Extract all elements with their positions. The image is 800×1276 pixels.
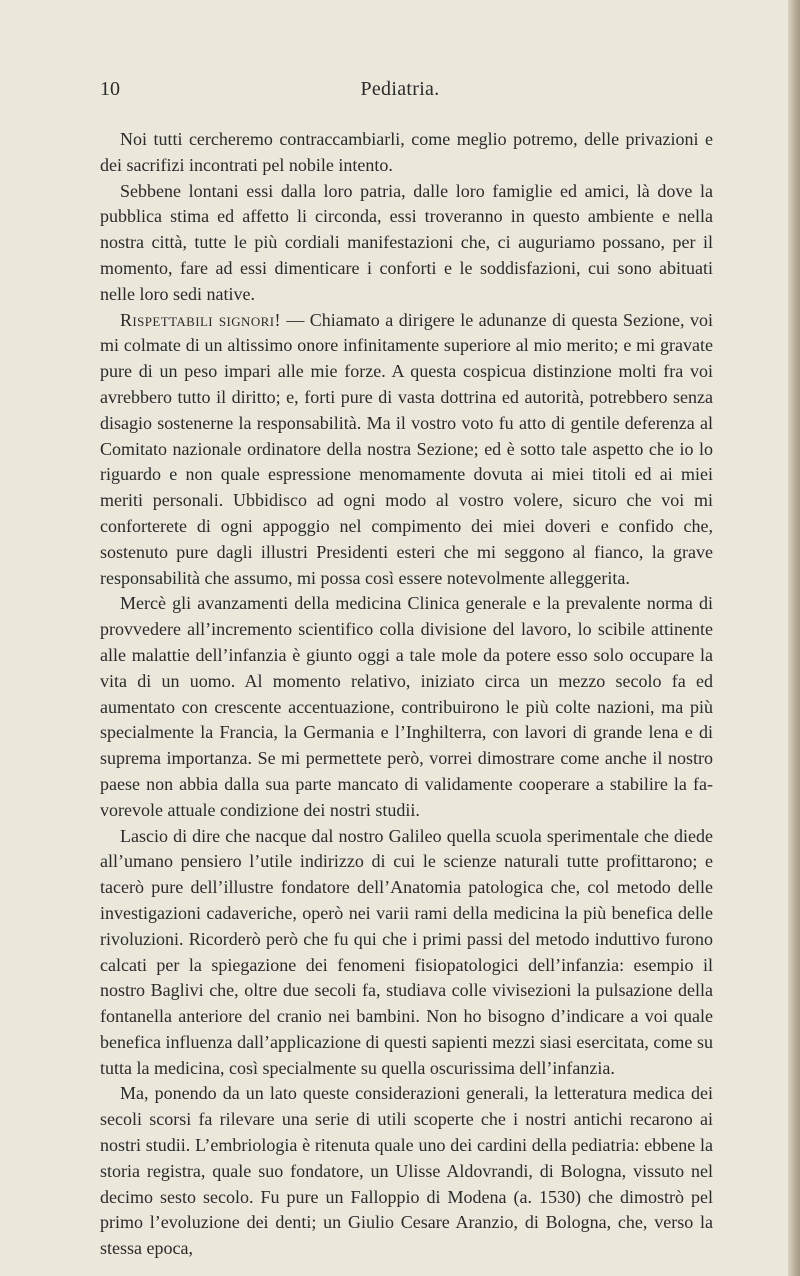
paragraph-3-text: — Chiamato a dirigere le adunanze di questa Sezione, voi mi colmate di un altissimo onore infinitamente superiore al mio merito; e mi gravate pure di un peso impari alle mie forze. A questa cospicua distinzione molti fra voi avrebbero tutto il diritto; e, forti pure di vasta dottrina ed autorità, potrebbero senza disagio sostenerne la responsabilità. Ma il vostro voto fu atto di gentile deferenza al Comitato nazionale ordinatore della nostra Sezione; ed è sotto tale aspetto che io lo riguardo e non quale espressione menomamente dovuta ai miei titoli ed ai miei meriti personali. Ubbidisco ad ogni modo al vostro volere, sicuro che voi mi conforterete di ogni appoggio nel compimento dei miei doveri e confido che, sostenuto pure dagli illustri Presidenti esteri che mi seggono al fianco, la grave responsabilità che assumo, mi possa così essere notevolmente alleggerita. xyxy=(100,309,714,588)
page-header xyxy=(100,78,700,108)
paragraph-3 xyxy=(100,308,713,592)
running-title: Pediatria. xyxy=(360,78,440,100)
paragraph-1-text: Noi tutti cercheremo contraccambiarli, come meglio potremo, delle privazioni e dei sacrifizi incontrati pel nobile intento. xyxy=(100,129,713,175)
paragraph-4-text: Mercè gli avanzamenti della medicina Clinica generale e la prevalente norma di provvedere all’incremento scientifico colla divisione del lavoro, lo scibile attinente alle malattie dell’infanzia è giunto oggi a tale mole da potere esso solo occupare la vita di un uomo. Al momento relativo, iniziato circa un mezzo secolo fa ed aumentato con crescente accentuazione, contribuirono le più colte nazioni, ma più specialmente la Francia, la Germania e l’Inghilterra, con lavori di grande lena e di suprema importanza. Se mi permettete però, vorrei dimostrare come anche il nostro paese non abbia dalla sua parte mancato di validamente cooperare a stabilire la favorevole attuale condizione dei nostri studii. xyxy=(100,593,713,820)
paragraph-4 xyxy=(100,591,713,823)
page-edge xyxy=(788,0,800,1276)
page-number: 10 xyxy=(100,78,120,100)
body-text xyxy=(100,127,713,1262)
paragraph-2-text: Sebbene lontani essi dalla loro patria, dalle loro famiglie ed amici, là dove la pubblica stima ed affetto li circonda, essi troveranno in questo ambiente e nella nostra città, tutte le più cordiali manifestazioni che, ci auguriamo possano, per il momento, fare ad essi dimenticare i conforti e le soddisfazioni, cui sono abituati nelle loro sedi native. xyxy=(100,180,713,304)
paragraph-1 xyxy=(100,127,713,179)
paragraph-6 xyxy=(100,1081,713,1262)
paragraph-5-text: Lascio di dire che nacque dal nostro Galileo quella scuola sperimentale che diede all’umano pensiero l’utile indirizzo di cui le scienze naturali tutte profittarono; e tacerò pure dell’illustre fondatore dell’Anatomia patologica che, col metodo delle investigazioni cadaveriche, operò nei varii rami della medicina la più benefica delle rivoluzioni. Ricorderò però che fu qui che i primi passi del metodo induttivo furono calcati per la spiegazione dei fenomeni fisiopatologici dell’infanzia: esempio il nostro Baglivi che, oltre due secoli fa, studiava colle vivisezioni la pulsazione della fontanella anteriore del cranio nei bambini. Non ho bisogno d’indicare a voi quale benefica influenza dall’applicazione di questi sapienti mezzi siasi esercitata, come su tutta la medicina, così specialmente su quella oscurissima dell’infanzia. xyxy=(100,825,713,1078)
paragraph-5 xyxy=(100,824,713,1082)
paragraph-2 xyxy=(100,179,713,308)
paragraph-6-text: Ma, ponendo da un lato queste considerazioni generali, la letteratura medica dei secoli scorsi fa rilevare una serie di utili scoperte che i nostri antichi recarono ai nostri studii. L’embriologia è ritenuta quale uno dei cardini della pediatria: ebbene la storia registra, quale suo fondatore, un Ulisse Aldovrandi, di Bologna, vissuto nel decimo sesto secolo. Fu pure un Falloppio di Modena (a. 1530) che dimostrò pel primo l’evoluzione dei denti; un Giulio Cesare Aranzio, di Bologna, che, verso la stessa epoca, xyxy=(100,1083,713,1259)
paragraph-3-lead: Rispettabili signori! xyxy=(120,309,281,330)
